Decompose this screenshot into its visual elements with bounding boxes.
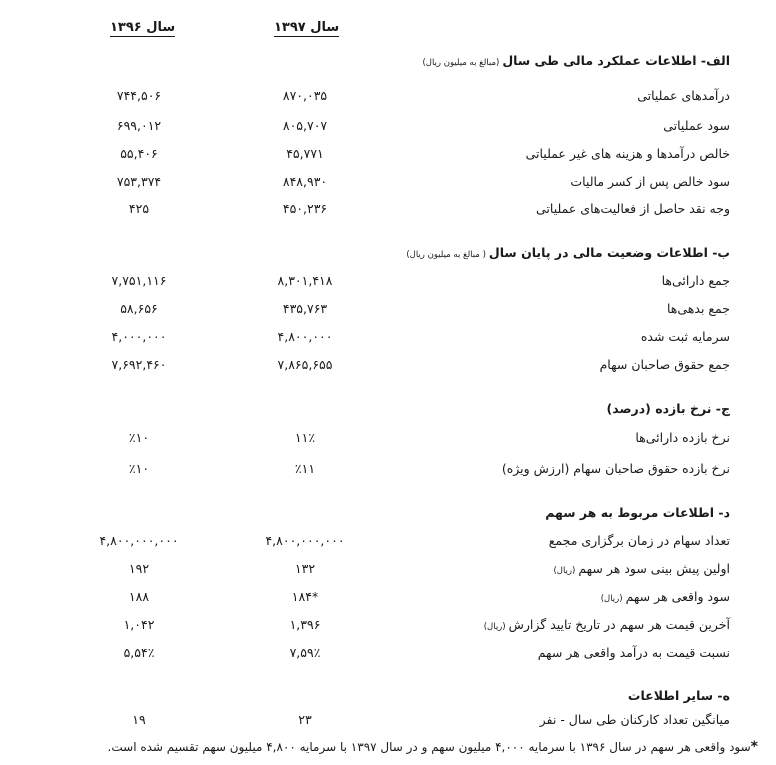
table-row [0, 587, 776, 609]
value-1396: ۱۹۲ [128, 561, 150, 576]
section-title-d [0, 503, 776, 525]
footnote-star: * [750, 739, 758, 755]
table-row [0, 116, 776, 138]
table-row [0, 643, 776, 665]
value-1396: ۴۲۵ [128, 201, 150, 216]
value-1396: ۷,۶۹۲,۴۶۰ [111, 357, 167, 372]
value-1397: ۴,۸۰۰,۰۰۰ [277, 329, 333, 344]
row-label: سود واقعی هر سهم [625, 589, 730, 604]
value-1396: ۷۴۴,۵۰۶ [116, 88, 162, 103]
value-1396: ۴,۸۰۰,۰۰۰,۰۰۰ [99, 533, 179, 548]
value-1397: ۷,۸۶۵,۶۵۵ [277, 357, 333, 372]
value-1396: ۱۸۸ [128, 589, 150, 604]
value-1396: ۵۵,۴۰۶ [120, 146, 158, 161]
footnote-text: سود واقعی هر سهم در سال ۱۳۹۶ با سرمایه ۴,۰۰۰ میلیون سهم و در سال ۱۳۹۷ با سرمایه ۴,۸۰۰ میلیون سهم تقسیم شده است. [107, 740, 751, 754]
section-a-note: (مبالغ به میلیون ریال) [422, 58, 500, 68]
row-unit: (ریال) [483, 622, 506, 632]
row-label: اولین پیش بینی سود هر سهم [578, 561, 730, 576]
value-1396: ۱,۰۴۲ [123, 617, 155, 632]
value-1397: ۴۵۰,۲۳۶ [282, 201, 328, 216]
section-d-title: د- اطلاعات مربوط به هر سهم [545, 505, 730, 520]
section-a-title: الف- اطلاعات عملکرد مالی طی سال [502, 53, 730, 68]
column-header-1396: سال ۱۳۹۶ [110, 20, 176, 35]
value-1397: ۸۰۵,۷۰۷ [282, 118, 328, 133]
table-row [0, 459, 776, 481]
value-1396: ٪۱۰ [128, 430, 150, 445]
value-1396: ۶۹۹,۰۱۲ [116, 118, 162, 133]
section-b-note: ( مبالغ به میلیون ریال) [406, 250, 486, 260]
table-row [0, 144, 776, 166]
value-1397: ۱۱٪ [294, 430, 316, 445]
section-b-title: ب- اطلاعات وضعیت مالی در پایان سال [488, 245, 730, 260]
section-title-c [0, 399, 776, 421]
value-1397: ۴۳۵,۷۶۳ [282, 301, 328, 316]
table-row [0, 710, 776, 732]
row-label: میانگین تعداد کارکنان طی سال - نفر [539, 712, 730, 727]
value-1397: ۸,۳۰۱,۴۱۸ [277, 273, 333, 288]
value-1397: ۸۴۸,۹۳۰ [282, 174, 328, 189]
value-1396: ۵۸,۶۵۶ [120, 301, 158, 316]
table-row [0, 355, 776, 377]
table-row [0, 199, 776, 221]
section-e-title: ه- سایر اطلاعات [627, 688, 730, 703]
row-label: نرخ بازده حقوق صاحبان سهام (ارزش ویژه) [501, 461, 730, 476]
section-title-a [0, 51, 776, 73]
value-1397: ۸۷۰,۰۳۵ [282, 88, 328, 103]
row-label: جمع حقوق صاحبان سهام [599, 357, 730, 372]
table-row [0, 559, 776, 581]
row-label: سود عملیاتی [663, 118, 730, 133]
row-label: سود خالص پس از کسر مالیات [570, 174, 730, 189]
row-label: وجه نقد حاصل از فعالیت‌های عملیاتی [536, 201, 730, 216]
value-1397: ۱,۳۹۶ [289, 617, 321, 632]
section-c-title: ج- نرخ بازده (درصد) [606, 401, 730, 416]
section-title-b [0, 243, 776, 265]
row-label: درآمدهای عملیاتی [637, 88, 730, 103]
value-1397: ۷,۵۹٪ [289, 645, 321, 660]
row-label: نسبت قیمت به درآمد واقعی هر سهم [537, 645, 730, 660]
row-label: آخرین قیمت هر سهم در تاریخ تایید گزارش [508, 617, 730, 632]
row-unit: (ریال) [553, 566, 576, 576]
value-1397: ٪۱۱ [294, 461, 316, 476]
row-unit: (ریال) [600, 594, 623, 604]
row-label: جمع بدهی‌ها [666, 301, 730, 316]
section-title-e [0, 686, 776, 708]
value-1396: ۴,۰۰۰,۰۰۰ [111, 329, 167, 344]
table-row [0, 327, 776, 349]
value-1397: ۴,۸۰۰,۰۰۰,۰۰۰ [265, 533, 345, 548]
table-row [0, 172, 776, 194]
row-label: جمع دارائی‌ها [661, 273, 730, 288]
table-row [0, 271, 776, 293]
table-row [0, 615, 776, 637]
table-row [0, 299, 776, 321]
row-label: خالص درآمدها و هزینه های غیر عملیاتی [525, 146, 730, 161]
value-1397: ۱۳۲ [294, 561, 316, 576]
value-1396: ۵,۵۴٪ [123, 645, 155, 660]
value-1396: ۷۵۳,۳۷۴ [116, 174, 162, 189]
row-label: سرمایه ثبت شده [640, 329, 730, 344]
table-row [0, 428, 776, 450]
value-1396: ٪۱۰ [128, 461, 150, 476]
column-header-1397: سال ۱۳۹۷ [274, 20, 340, 35]
table-row [0, 86, 776, 108]
row-label: تعداد سهام در زمان برگزاری مجمع [548, 533, 730, 548]
value-1396: ۱۹ [132, 712, 146, 727]
value-1397: ۴۵,۷۷۱ [286, 146, 324, 161]
value-1396: ۷,۷۵۱,۱۱۶ [111, 273, 167, 288]
table-row [0, 531, 776, 553]
value-1397: ۱۸۴* [291, 589, 319, 604]
value-1397: ۲۳ [298, 712, 312, 727]
row-label: نرخ بازده دارائی‌ها [635, 430, 730, 445]
footnote [108, 738, 758, 756]
